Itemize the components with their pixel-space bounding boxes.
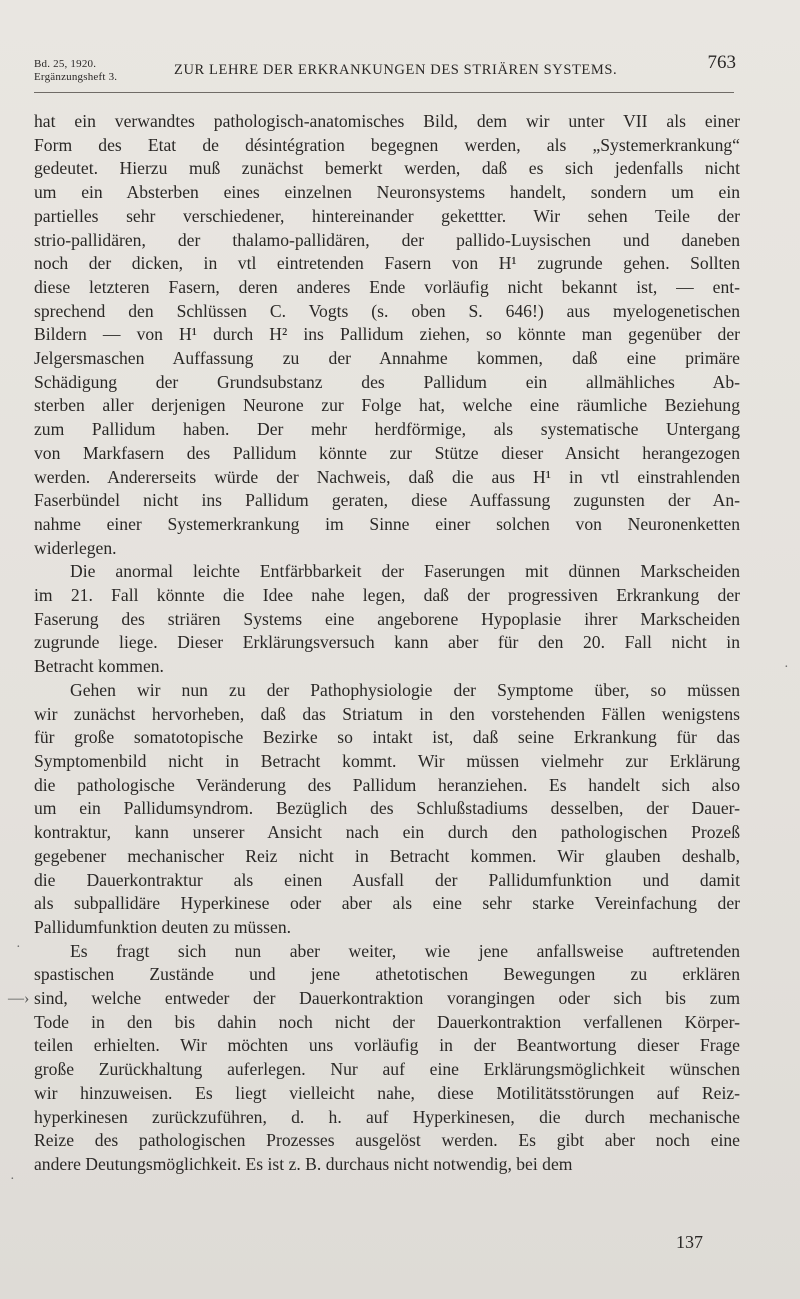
text-line: hyperkinesen zurückzuführen, d. h. auf Hyperkinesen, die durch mechanische	[34, 1106, 740, 1127]
text-line: andere Deutungsmöglichkeit. Es ist z. B. durchaus nicht notwendig, bei dem	[34, 1153, 573, 1174]
text-line: Jelgersmaschen Auffassung zu der Annahme kommen, daß eine primäre	[34, 348, 740, 369]
text-line: Betracht kommen.	[34, 656, 164, 677]
text-line: strio-pallidären, der thalamo-pallidären, der pallido-Luysischen und daneben	[34, 229, 740, 250]
text-line: Tode in den bis dahin noch nicht der Dauerkontraktion verfallenen Körper-	[34, 1011, 740, 1032]
text-line: die pathologische Veränderung des Pallidum heranziehen. Es handelt sich also	[34, 774, 740, 795]
volume-info	[34, 58, 117, 84]
text-line: Pallidumfunktion deuten zu müssen.	[34, 916, 292, 937]
text-line: sind, welche entweder der Dauerkontraktion vorangingen oder sich bis zum	[34, 988, 740, 1009]
margin-pencil-mark: —›	[8, 990, 30, 1007]
text-line: teilen erhielten. Wir möchten uns vorläufig in der Beantwortung dieser Frage	[34, 1035, 740, 1056]
body-text	[34, 110, 740, 1177]
text-line: Symptomenbild nicht in Betracht kommt. Wir müssen vielmehr zur Erklärung	[34, 750, 740, 771]
text-line: die Dauerkontraktur als einen Ausfall der Pallidumfunktion und damit	[34, 869, 740, 890]
text-line: um ein Pallidumsyndrom. Bezüglich des Schlußstadiums desselben, der Dauer-	[34, 798, 740, 819]
text-line: gegebener mechanischer Reiz nicht in Betracht kommen. Wir glauben deshalb,	[34, 845, 740, 866]
text-line: wir zunächst hervorheben, daß das Striatum in den vorstehenden Fällen wenigstens	[34, 703, 740, 724]
page-number: 763	[707, 52, 736, 73]
text-line: hat ein verwandtes pathologisch-anatomisches Bild, dem wir unter VII als einer	[34, 111, 740, 131]
text-line: werden. Andererseits würde der Nachweis, daß die aus H¹ in vtl einstrahlenden	[34, 466, 740, 487]
volume-label: Bd. 25, 1920.	[34, 58, 97, 70]
signature-mark: 137	[676, 1232, 703, 1252]
margin-dot: ·	[16, 940, 21, 955]
text-line: Gehen wir nun zu der Pathophysiologie der Symptome über, so müssen	[70, 679, 740, 700]
text-line: kontraktur, kann unserer Ansicht nach ein durch den pathologischen Prozeß	[34, 822, 740, 843]
text-line: gedeutet. Hierzu muß zunächst bemerkt werden, daß es sich jedenfalls nicht	[34, 158, 740, 179]
margin-dot: ·	[784, 660, 789, 675]
text-line: Bildern — von H¹ durch H² ins Pallidum ziehen, so könnte man gegenüber der	[34, 324, 740, 345]
text-line: Es fragt sich nun aber weiter, wie jene anfallsweise auftretenden	[70, 940, 740, 961]
text-line: widerlegen.	[34, 537, 117, 558]
text-line: zum Pallidum haben. Der mehr herdförmige, als systematische Untergang	[34, 419, 740, 440]
text-line: sterben aller derjenigen Neurone zur Folge hat, welche eine räumliche Beziehung	[34, 395, 740, 416]
text-line: sprechend den Schlüssen C. Vogts (s. oben S. 646!) aus myelogenetischen	[34, 300, 740, 321]
text-line: als subpallidäre Hyperkinese oder aber als eine sehr starke Vereinfachung der	[34, 893, 740, 914]
text-line: wir hinzuweisen. Es liegt vielleicht nahe, diese Motilitätsstörungen auf Reiz-	[34, 1082, 740, 1103]
running-header	[34, 52, 736, 93]
text-line: große Zurückhaltung auferlegen. Nur auf eine Erklärungsmöglichkeit wünschen	[34, 1059, 740, 1080]
text-line: Faserbündel nicht ins Pallidum geraten, diese Auffassung zugunsten der An-	[34, 490, 740, 511]
margin-dot: ·	[10, 1172, 15, 1187]
text-line: Schädigung der Grundsubstanz des Pallidum ein allmähliches Ab-	[34, 371, 740, 392]
supplement-label: Ergänzungsheft 3.	[34, 71, 118, 83]
text-line: diese letzteren Fasern, deren anderes Ende vorläufig nicht bekannt ist, — ent-	[34, 276, 740, 297]
text-line: im 21. Fall könnte die Idee nahe legen, daß der progressiven Erkrankung der	[34, 585, 740, 606]
paragraph	[34, 110, 740, 560]
paragraph	[34, 560, 740, 679]
text-line: Reize des pathologischen Prozesses ausgelöst werden. Es gibt aber noch eine	[34, 1130, 740, 1151]
text-line: um ein Absterben eines einzelnen Neuronsystems handelt, sondern um ein	[34, 182, 740, 203]
text-line: spastischen Zustände und jene athetotischen Bewegungen zu erklären	[34, 964, 740, 985]
text-line: zugrunde liege. Dieser Erklärungsversuch kann aber für den 20. Fall nicht in	[34, 632, 740, 653]
text-line: Faserung des striären Systems eine angeborene Hypoplasie ihrer Markscheiden	[34, 608, 740, 629]
paragraph	[34, 940, 740, 1177]
running-title: ZUR LEHRE DER ERKRANKUNGEN DES STRIÄREN SYSTEMS.	[174, 62, 618, 78]
text-line: Die anormal leichte Entfärbbarkeit der Faserungen mit dünnen Markscheiden	[70, 561, 740, 582]
text-line: Form des Etat de désintégration begegnen werden, als „Systemerkrankung“	[34, 134, 740, 155]
text-line: für große somatotopische Bezirke so intakt ist, daß seine Erkrankung für das	[34, 727, 740, 748]
paragraph	[34, 679, 740, 940]
text-line: nahme einer Systemerkrankung im Sinne einer solchen von Neuronenketten	[34, 513, 740, 534]
text-line: noch der dicken, in vtl eintretenden Fasern von H¹ zugrunde gehen. Sollten	[34, 253, 740, 274]
text-line: von Markfasern des Pallidum könnte zur Stütze dieser Ansicht herangezogen	[34, 442, 740, 463]
text-line: partielles sehr verschiedener, hintereinander gekettter. Wir sehen Teile der	[34, 205, 740, 226]
